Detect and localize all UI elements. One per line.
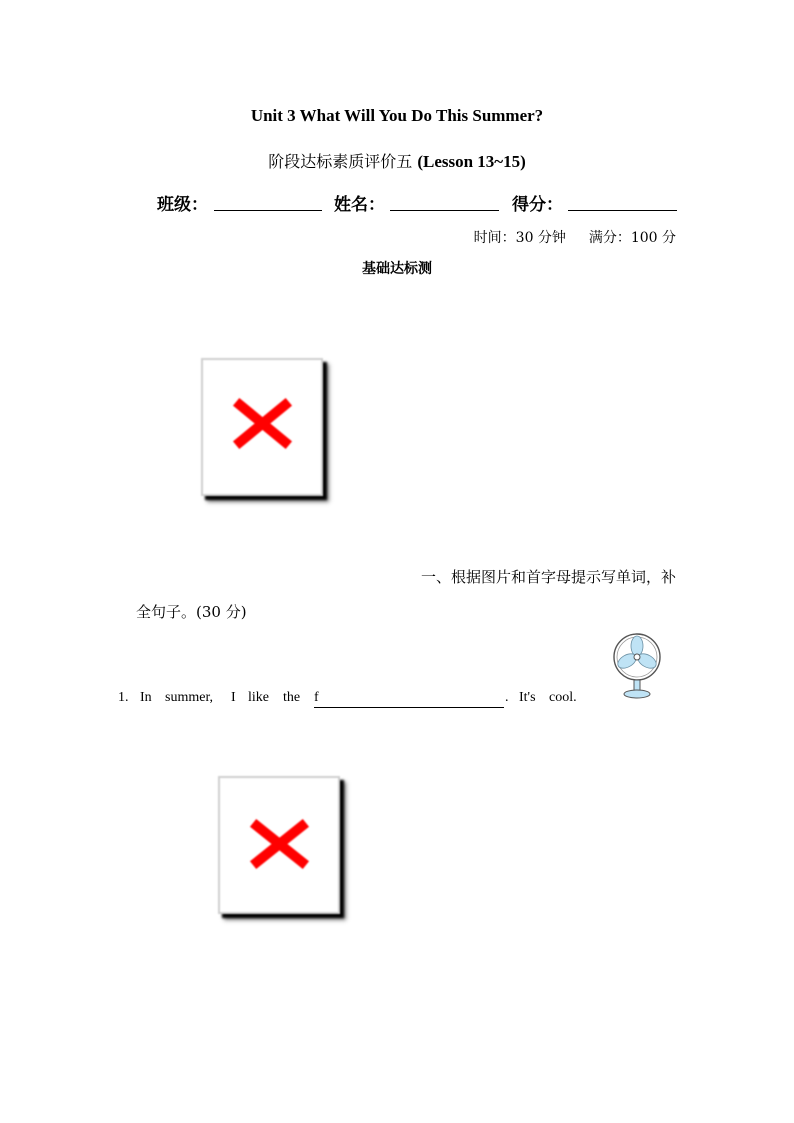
document-subtitle — [0, 149, 794, 172]
name-label: 姓名： — [334, 195, 385, 215]
name-blank[interactable] — [390, 210, 499, 211]
score-label: 得分： — [512, 195, 563, 215]
question-word: It's — [519, 690, 536, 705]
question-word: I — [231, 690, 236, 705]
subtitle-lesson-range: (Lesson 13~15) — [417, 152, 526, 171]
subtitle-chinese: 阶段达标素质评价五 — [268, 152, 413, 171]
question-instruction-line2: 全句子。(30 分) — [136, 603, 247, 621]
time-info — [474, 227, 676, 247]
question-word: like — [248, 690, 269, 705]
document-title: Unit 3 What Will You Do This Summer? — [250, 106, 544, 125]
score-blank[interactable] — [568, 210, 677, 211]
section-heading: 基础达标测 — [362, 261, 432, 277]
full-score: 满分：100 分 — [588, 230, 676, 246]
question-word: summer, — [165, 690, 214, 705]
answer-blank[interactable] — [314, 690, 504, 708]
question-1 — [118, 690, 588, 712]
question-punctuation: . — [505, 690, 509, 705]
blank-first-letter: f — [314, 690, 319, 705]
question-word: the — [283, 690, 301, 705]
class-label: 班级： — [157, 195, 208, 215]
broken-image-icon — [201, 358, 323, 496]
time-limit: 时间：30 分钟 — [473, 230, 566, 246]
question-word: In — [140, 690, 152, 705]
question-instruction-line1: 一、根据图片和首字母提示写单词，补 — [420, 568, 676, 586]
question-number: 1. — [118, 690, 129, 705]
broken-image-icon — [218, 776, 340, 914]
class-blank[interactable] — [214, 210, 322, 211]
student-info-row — [157, 190, 677, 216]
question-word: cool. — [549, 690, 577, 705]
electric-fan-icon — [611, 631, 663, 701]
